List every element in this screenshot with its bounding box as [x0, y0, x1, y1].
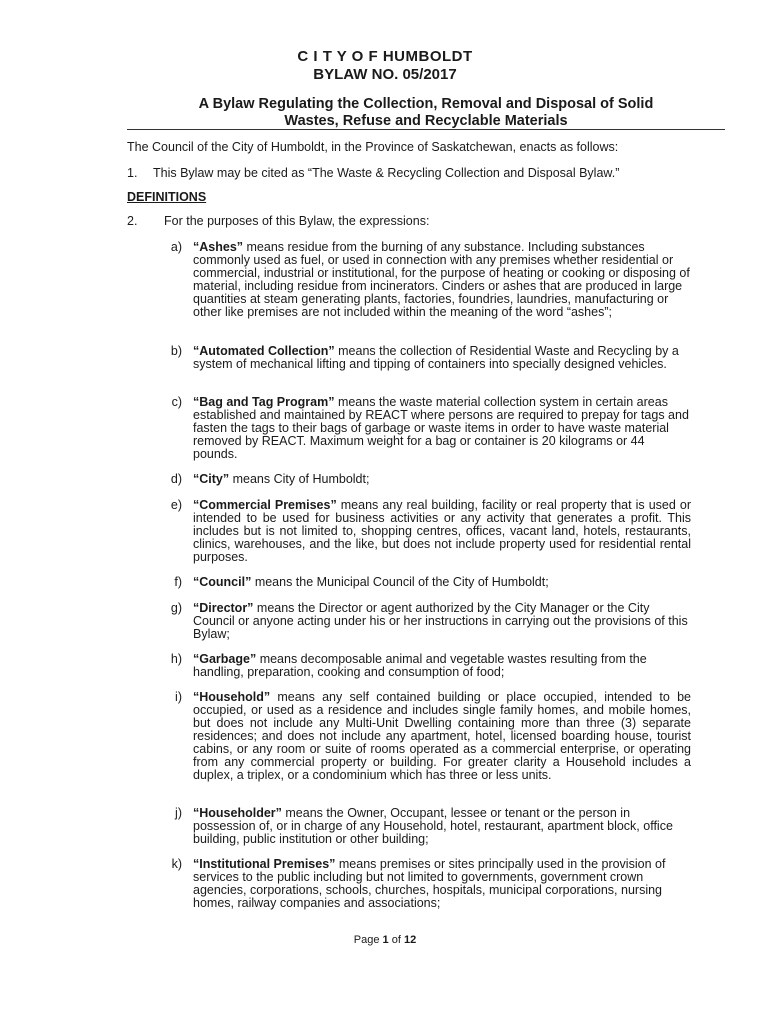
definition-letter: g): [170, 601, 182, 615]
definition-text: means the waste material collection system in certain areas established and maintained by REACT where persons are required to prepay for tags and fasten the tags to their bags of garbage or waste items in order to have waste material removed by REACT. Maximum weight for a bag or container is 20 kilograms or 44 pounds.: [193, 395, 689, 461]
definitions-heading: DEFINITIONS: [127, 190, 207, 204]
city-title: C I T Y O F HUMBOLDT: [297, 48, 473, 65]
definition-letter: c): [171, 395, 182, 409]
definition-term: “Automated Collection”: [193, 344, 335, 358]
subtitle-line-2: Wastes, Refuse and Recyclable Materials: [284, 113, 568, 129]
definition-term: “Householder”: [193, 806, 282, 820]
section-1-text: This Bylaw may be cited as “The Waste & Recycling Collection and Disposal Bylaw.”: [153, 166, 620, 180]
definition-letter: b): [170, 344, 182, 358]
page-label: Page: [353, 934, 380, 946]
definition-letter: i): [175, 690, 182, 704]
section-2: [127, 214, 727, 228]
definition-text: means the Municipal Council of the City of Humboldt;: [251, 575, 549, 589]
section-2-number: 2.: [127, 214, 138, 228]
page-of-label: of: [391, 934, 401, 946]
page-footer: [0, 934, 770, 946]
definition-term: “Council”: [193, 575, 252, 589]
definition-letter: k): [171, 857, 182, 871]
definition-letter: e): [170, 498, 182, 512]
section-1: [127, 166, 727, 180]
section-1-number: 1.: [127, 166, 138, 180]
definition-letter: j): [175, 806, 182, 820]
definition-text: means any self contained building or place occupied, intended to be occupied, or used as a residence and includes single family homes, and mobile homes, but does not include any Multi-Unit Dwelling containing more than three (3) separate residences; and does not include any apartment, hotel, licensed boarding house, tourist cabins, or any room or suite of rooms operated as a commercial enterprise, or operating from any commercial property or building. For greater clarity a Household includes a duplex, a triplex, or a condominium which has three or less units.: [193, 690, 691, 782]
definition-text: means decomposable animal and vegetable wastes resulting from the handling, preparation, cooking and consumption of food;: [193, 652, 647, 679]
enactment-intro: The Council of the City of Humboldt, in the Province of Saskatchewan, enacts as follows:: [127, 140, 619, 154]
definition-text: means residue from the burning of any substance. Including substances commonly used as fuel, or used in connection with any premises whether residential or commercial, industrial or institutional, for the purpose of heating or cooking or disposing of material, including residue from incinerators. Cinders or ashes that are produced in large quantities at steam generating plants, factories, foundries, laundries, manufacturing or other like premises are not included within the meaning of the word “ashes”;: [193, 240, 690, 319]
definition-text: means any real building, facility or real property that is used or intended to be used for business activities or any activity that generates a profit. This includes but is not limited to, shopping centres, offices, vacant land, hotels, restaurants, clinics, warehouses, and the like, but does not include property used for residential rental purposes.: [193, 498, 691, 564]
definition-text: means the Owner, Occupant, lessee or tenant or the person in possession of, or in charge of any Household, hotel, restaurant, apartment block, office building, public institution or other building;: [193, 806, 673, 846]
definition-director: [127, 602, 691, 641]
definition-council: [127, 576, 691, 589]
section-2-text: For the purposes of this Bylaw, the expressions:: [164, 214, 430, 228]
definition-letter: h): [170, 652, 182, 666]
definition-automated-collection: [127, 345, 691, 371]
definition-letter: d): [170, 472, 182, 486]
definition-householder: [127, 807, 691, 846]
definition-term: “Institutional Premises”: [193, 857, 336, 871]
definition-commercial-premises: [127, 499, 691, 564]
page-total: 12: [403, 934, 417, 946]
subtitle-line-1: A Bylaw Regulating the Collection, Removal and Disposal of Solid: [198, 96, 654, 112]
definition-letter: f): [174, 575, 182, 589]
definition-institutional-premises: [127, 858, 691, 910]
definition-bag-and-tag-program: [127, 396, 691, 461]
definition-city: [127, 473, 691, 486]
definition-letter: a): [170, 240, 182, 254]
definition-term: “Ashes”: [193, 240, 244, 254]
page-number: 1: [382, 934, 389, 946]
definition-ashes: [127, 241, 691, 319]
definition-term: “City”: [193, 472, 230, 486]
definition-text: means the collection of Residential Waste and Recycling by a system of mechanical lifting and tipping of containers into specially designed vehicles.: [193, 344, 679, 371]
definition-term: “Garbage”: [193, 652, 257, 666]
bylaw-subtitle: [127, 96, 725, 130]
definition-household: [127, 691, 691, 782]
definition-garbage: [127, 653, 691, 679]
definition-term: “Director”: [193, 601, 254, 615]
definition-term: “Household”: [193, 690, 271, 704]
definition-text: means City of Humboldt;: [229, 472, 370, 486]
bylaw-number: BYLAW NO. 05/2017: [313, 66, 457, 83]
definition-term: “Bag and Tag Program”: [193, 395, 335, 409]
title-divider: [127, 129, 725, 130]
definition-text: means the Director or agent authorized by the City Manager or the City Council or anyone acting under his or her instructions in carrying out the provisions of this Bylaw;: [193, 601, 688, 641]
definition-term: “Commercial Premises”: [193, 498, 337, 512]
definition-text: means premises or sites principally used in the provision of services to the public including but not limited to governments, government crown agencies, corporations, schools, churches, hospitals, municipal corporations, nursing homes, railway companies and associations;: [193, 857, 666, 910]
